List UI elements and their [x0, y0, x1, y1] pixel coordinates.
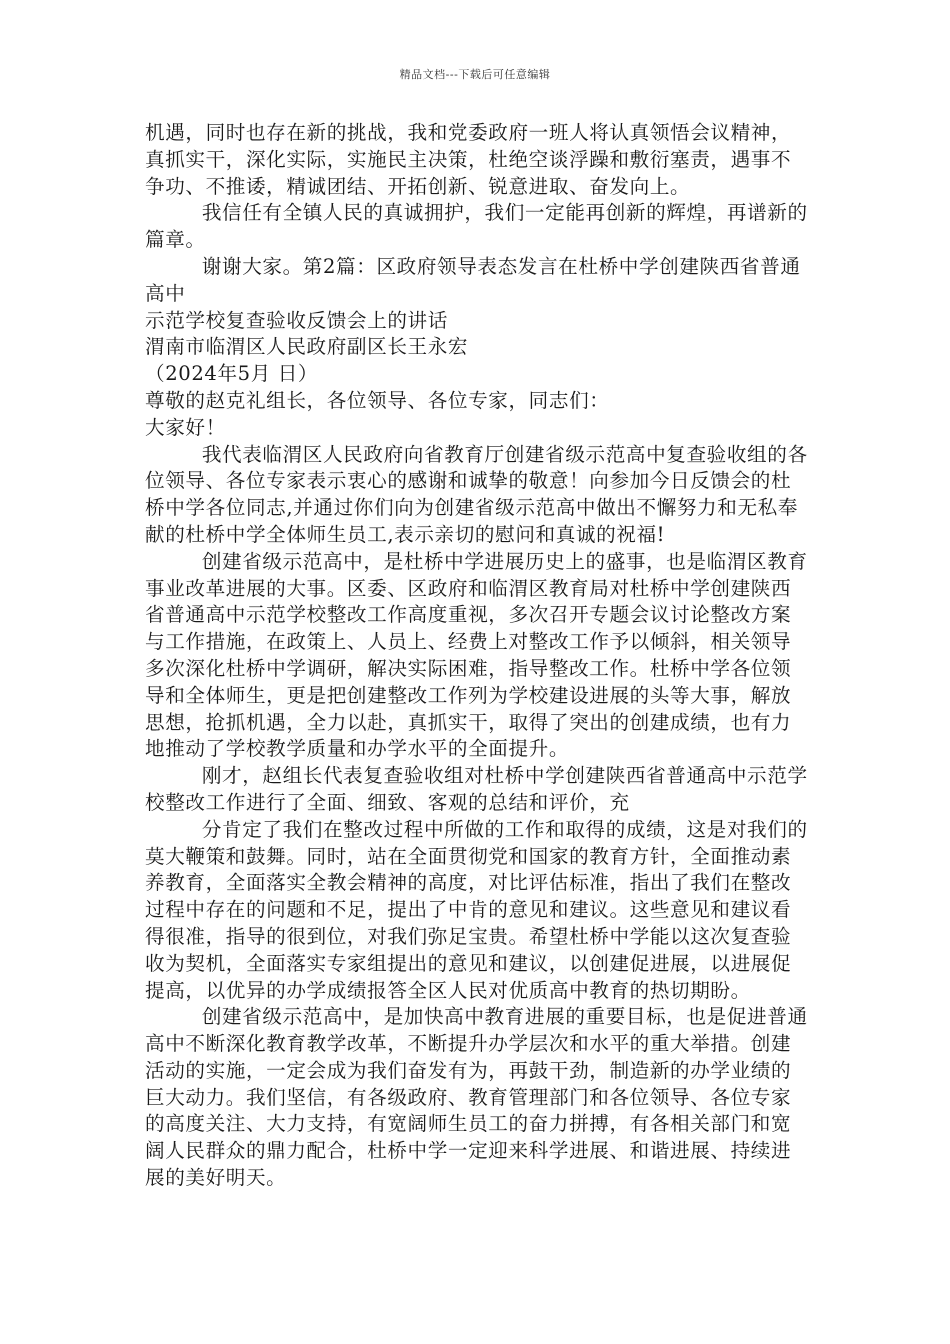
speech-title-line2: 示范学校复查验收反馈会上的讲话	[145, 308, 448, 332]
paragraph-creation: 创建省级示范高中，是杜桥中学进展历史上的盛事，也是临渭区教育事业改革进展的大事。区委、区政府和临渭区教育局对杜桥中学创建陕西省普通高中示范学校整改工作高度重视，多次召开专题会议讨论整改方案与工作措施，在政策上、人员上、经费上对整改工作予以倾斜，相关领导多次深化杜桥中学调研，解决实际困难，指导整改工作。杜桥中学各位领导和全体师生，更是把创建整改工作列为学校建设进展的头等大事，解放思想，抢抓机遇，全力以赴，真抓实干，取得了突出的创建成绩，也有力地推动了学校教学质量和办学水平的全面提升。	[145, 549, 808, 761]
greeting: 大家好！	[145, 415, 226, 439]
date-line: （2024年5月 日）	[145, 362, 319, 386]
salutation: 尊敬的赵克礼组长，各位领导、各位专家，同志们：	[145, 388, 610, 412]
speaker-line: 渭南市临渭区人民政府副区长王永宏	[145, 335, 469, 359]
paragraph-just-now: 刚才，赵组长代表复查验收组对杜桥中学创建陕西省普通高中示范学校整改工作进行了全面、细致、客观的总结和评价，充	[145, 764, 808, 814]
header-note: 精品文档---下载后可任意编辑	[399, 68, 551, 81]
document-body	[145, 120, 810, 1192]
paragraph-conclusion: 创建省级示范高中，是加快高中教育进展的重要目标，也是促进普通高中不断深化教育教学改革，不断提升办学层次和水平的重大举措。创建活动的实施，一定会成为我们奋发有为，再鼓干劲，制造新的办学业绩的巨大动力。我们坚信，有各级政府、教育管理部门和各位领导、各位专家的高度关注、大力支持，有宽阔师生员工的奋力拼搏，有各相关部门和宽阔人民群众的鼎力配合，杜桥中学一定迎来科学进展、和谐进展、持续进展的美好明天。	[145, 1005, 808, 1190]
paragraph-thanks: 我代表临渭区人民政府向省教育厅创建省级示范高中复查验收组的各位领导、各位专家表示衷心的感谢和诚挚的敬意！向参加今日反馈会的杜桥中学各位同志,并通过你们向为创建省级示范高中做出不懈努力和无私奉献的杜桥中学全体师生员工,表示亲切的慰问和真诚的祝福!	[145, 442, 808, 546]
paragraph-2: 我信任有全镇人民的真诚拥护，我们一定能再创新的辉煌，再谱新的篇章。	[145, 201, 808, 252]
paragraph-1: 机遇，同时也存在新的挑战，我和党委政府一班人将认真领悟会议精神，真抓实干，深化实际，实施民主决策，杜绝空谈浮躁和敷衍塞责，遇事不争功、不推诿，精诚团结、开拓创新、锐意进取、奋发向上。	[145, 121, 792, 198]
paragraph-affirm: 分肯定了我们在整改过程中所做的工作和取得的成绩，这是对我们的莫大鞭策和鼓舞。同时，站在全面贯彻党和国家的教育方针，全面推动素养教育，全面落实全教会精神的高度，对比评估标准，指出了我们在整改过程中存在的问题和不足，提出了中肯的意见和建议。这些意见和建议看得很准，指导的很到位，对我们弥足宝贵。希望杜桥中学能以这次复查验收为契机，全面落实专家组提出的意见和建议，以创建促进展，以进展促提高，以优异的办学成绩报答全区人民对优质高中教育的热切期盼。	[145, 817, 808, 1002]
paragraph-3: 谢谢大家。第2篇：区政府领导表态发言在杜桥中学创建陕西省普通高中	[145, 254, 801, 305]
